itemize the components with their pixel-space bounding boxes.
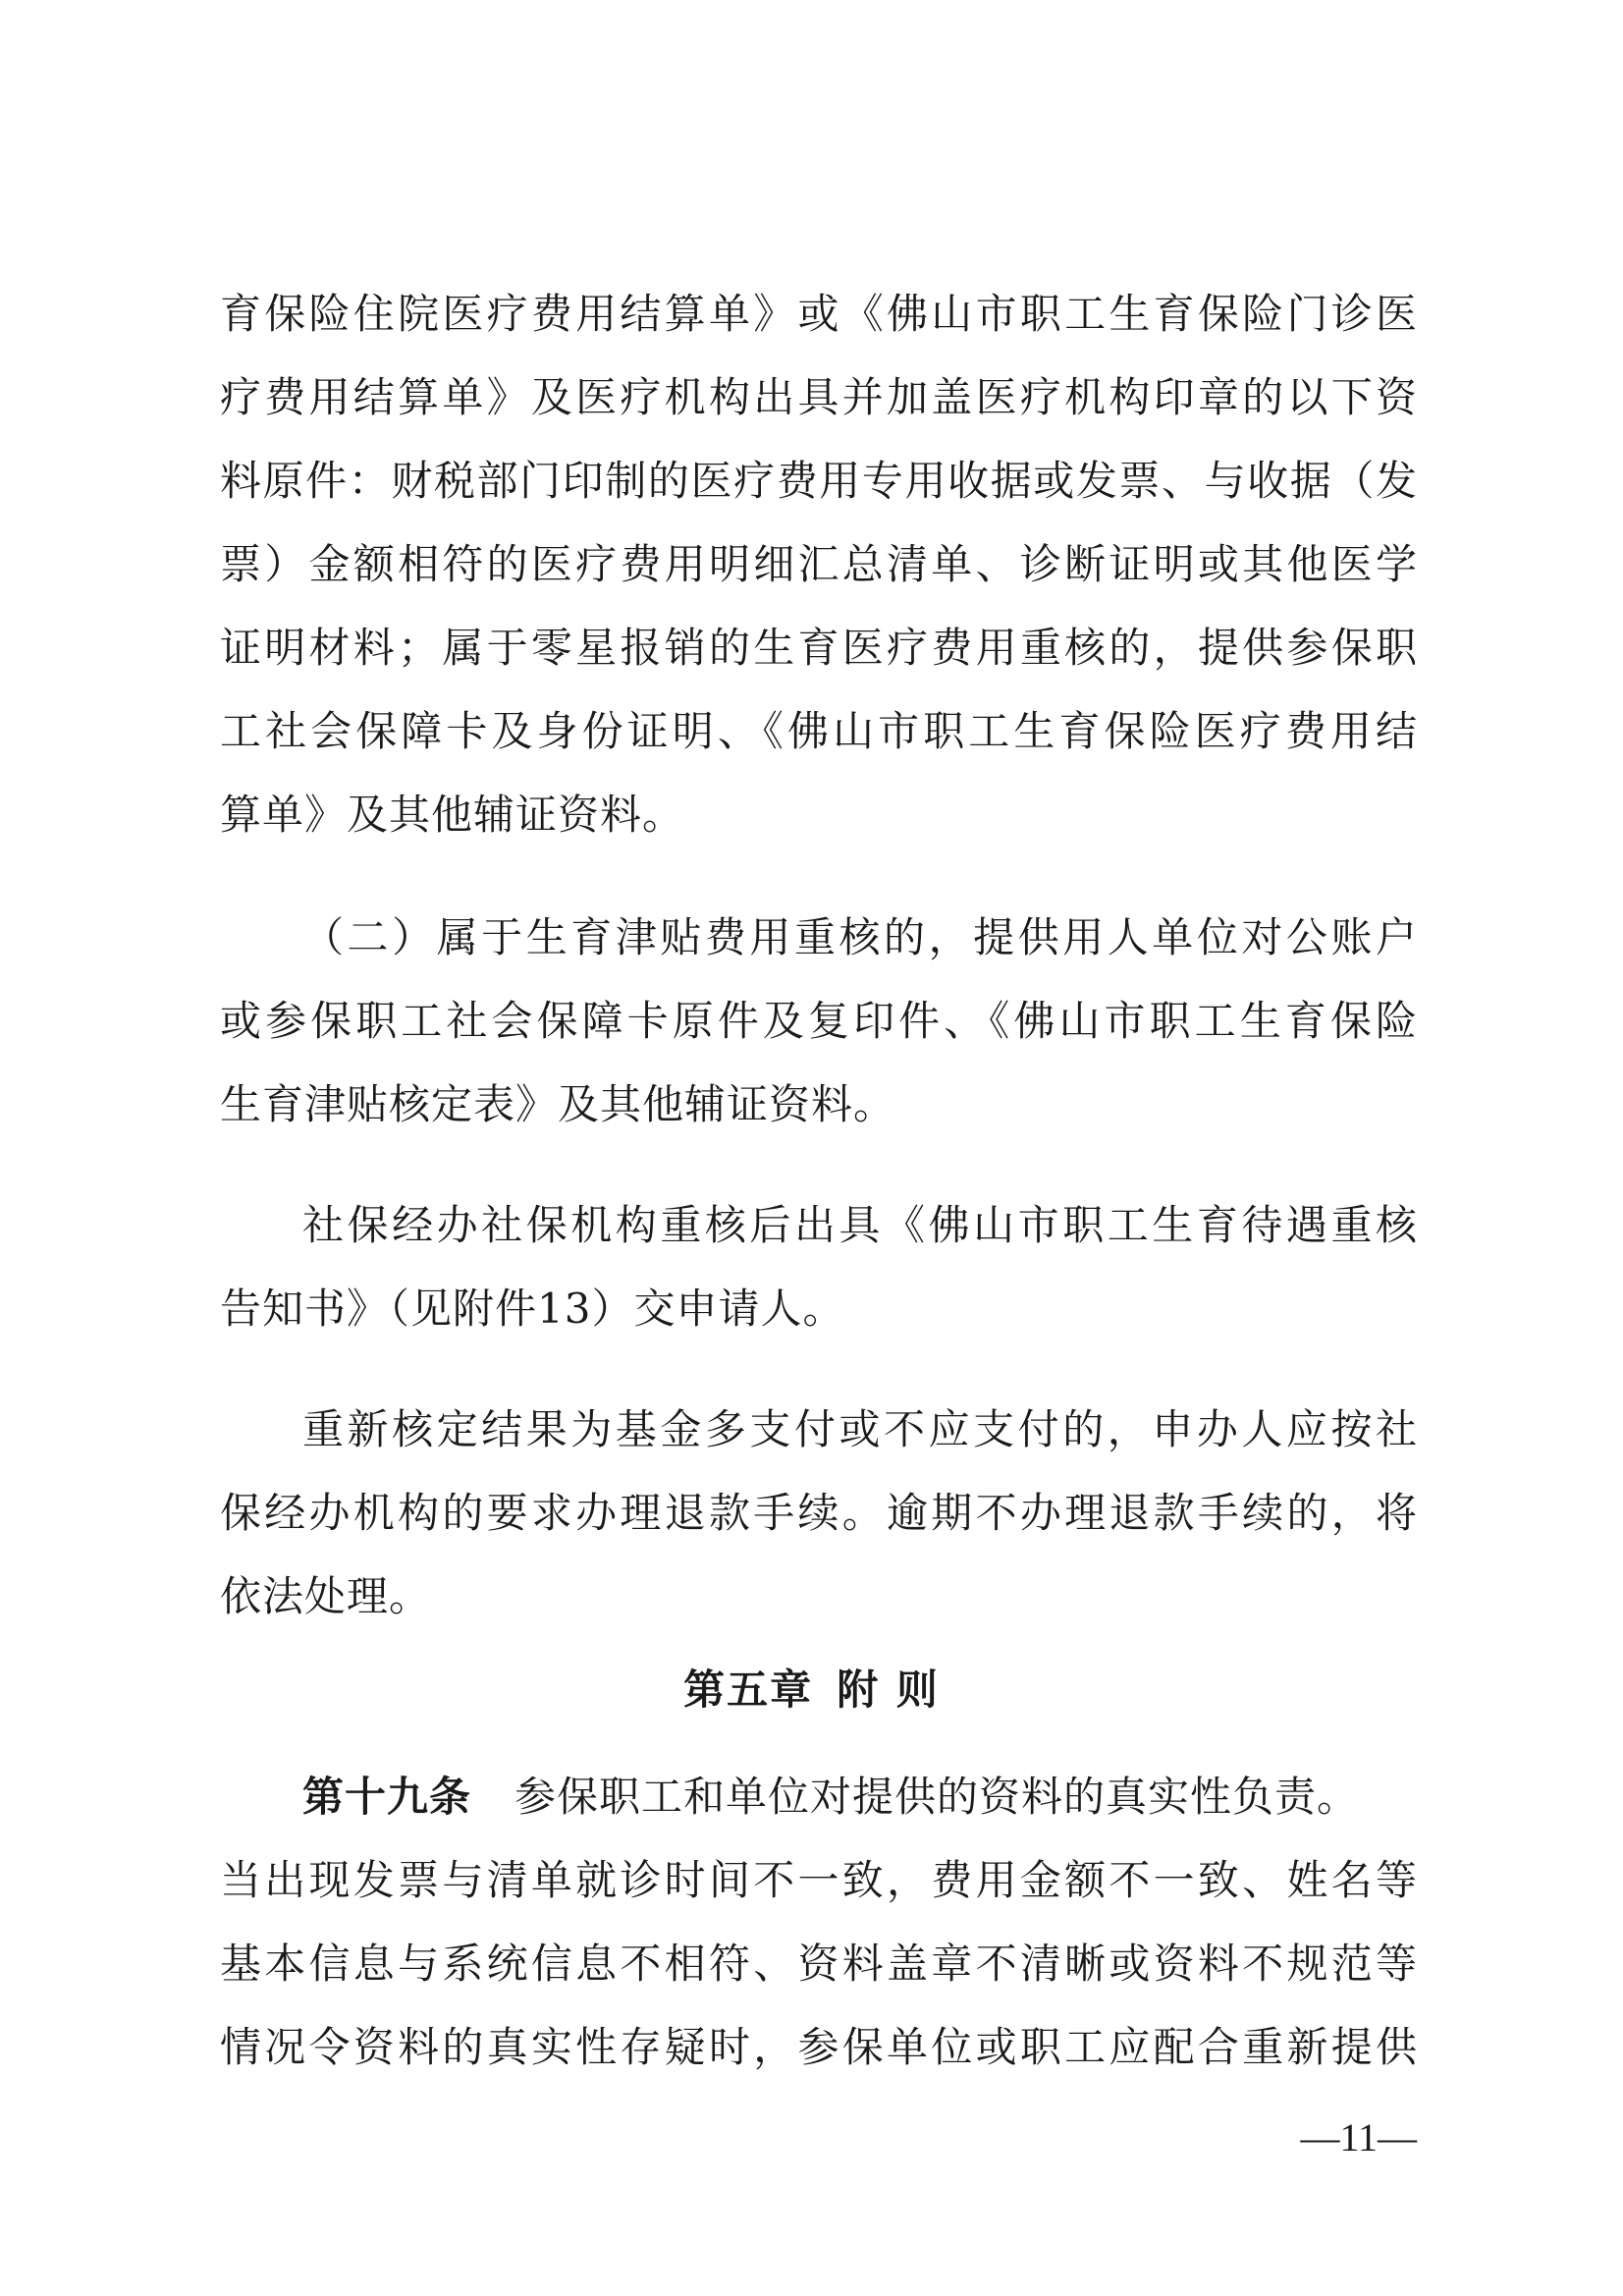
text-line: 票）金额相符的医疗费用明细汇总清单、诊断证明或其他医学 [220, 540, 1418, 588]
text-line: 重新核定结果为基金多支付或不应支付的，申办人应按社 [302, 1405, 1418, 1453]
text-line: 证明材料；属于零星报销的生育医疗费用重核的，提供参保职 [220, 624, 1418, 672]
text-line: 或参保职工社会保障卡原件及复印件、《佛山市职工生育保险 [220, 997, 1418, 1045]
chapter-heading [0, 1661, 1623, 1720]
text-line: 情况令资料的真实性存疑时，参保单位或职工应配合重新提供 [220, 2023, 1418, 2071]
text-line: 算单》及其他辅证资料。 [220, 791, 685, 839]
text-line: 社保经办社保机构重核后出具《佛山市职工生育待遇重核 [302, 1201, 1418, 1249]
article-label: 第十九条 [302, 1773, 472, 1821]
text-line: 当出现发票与清单就诊时间不一致，费用金额不一致、姓名等 [220, 1856, 1418, 1904]
text-line: 生育津贴核定表》及其他辅证资料。 [220, 1080, 896, 1128]
text-line: （二）属于生育津贴费用重核的，提供用人单位对公账户 [302, 913, 1418, 961]
text-line: 疗费用结算单》及医疗机构出具并加盖医疗机构印章的以下资 [220, 373, 1418, 421]
text-line: 基本信息与系统信息不相符、资料盖章不清晰或资料不规范等 [220, 1940, 1418, 1988]
article-first-line [302, 1768, 1418, 1827]
text-line: 料原件：财税部门印制的医疗费用专用收据或发票、与收据（发 [220, 457, 1418, 505]
text-line: 保经办机构的要求办理退款手续。逾期不办理退款手续的，将 [220, 1489, 1418, 1537]
text-line: 育保险住院医疗费用结算单》或《佛山市职工生育保险门诊医 [220, 290, 1418, 338]
text-line: 工社会保障卡及身份证明、《佛山市职工生育保险医疗费用结 [220, 707, 1418, 755]
text-line: 告知书》（见附件13）交申请人。 [220, 1285, 845, 1333]
text-line: 依法处理。 [220, 1572, 432, 1620]
page-number: —11— [1300, 2115, 1417, 2159]
chapter-title: 附 则 [837, 1666, 940, 1714]
article-text: 参保职工和单位对提供的资料的真实性负责。 [514, 1773, 1360, 1821]
chapter-number: 第五章 [683, 1666, 814, 1714]
